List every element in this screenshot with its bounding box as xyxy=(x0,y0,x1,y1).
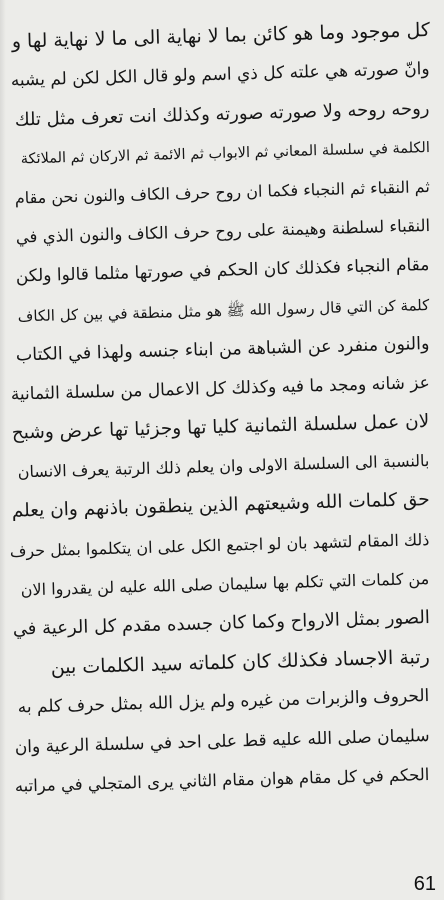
manuscript-line xyxy=(8,82,436,131)
page-edge-shadow xyxy=(0,0,6,900)
manuscript-line xyxy=(8,161,436,208)
manuscript-line xyxy=(8,513,436,561)
manuscript-line xyxy=(8,200,436,247)
line-text: كلمة كن التي قال رسول الله ﷺ هو مثل منطقة في بين كل الكاف xyxy=(17,295,430,325)
manuscript-line xyxy=(8,709,436,758)
line-text: لان عمل سلسلة الثمانية كليا تها وجزئيا تها عرض وشبح xyxy=(11,411,430,444)
manuscript-line xyxy=(8,239,436,287)
manuscript-line xyxy=(8,357,436,405)
manuscript-line xyxy=(8,435,436,482)
line-text: عز شانه ومجد ما فيه وكذلك كل الاعمال من سلسلة الثمانية xyxy=(10,372,430,405)
manuscript-line xyxy=(8,318,436,366)
line-text: الحروف والزبرات من غيره ولم يزل الله بمثل حرف كلم به xyxy=(17,686,430,718)
line-text: ذلك المقام لتشهد بان لو اجتمع الكل على ان يتكلموا بمثل حرف xyxy=(9,529,430,561)
line-text: الكلمة في سلسلة المعاني ثم الابواب ثم الائمة ثم الاركان ثم الملائكة xyxy=(20,139,430,168)
manuscript-line xyxy=(8,396,436,444)
manuscript-line xyxy=(8,631,436,679)
line-text: روحه روحه ولا صورته صورته وكذلك انت تعرف مثل تلك xyxy=(14,97,430,131)
line-text: النقباء لسلطنة وهيمنة على روح حرف الكاف والنون الذي في xyxy=(15,216,430,247)
line-text: حق كلمات الله وشيعتهم الذين ينطقون باذنهم وان يعلم xyxy=(11,489,430,523)
line-text: بالنسبة الى السلسلة الاولى وان يعلم ذلك الرتبة يعرف الانسان xyxy=(17,451,430,482)
manuscript-line xyxy=(8,474,436,523)
manuscript-line xyxy=(8,592,436,640)
line-text: سليمان صلى الله عليه قط على احد في سلسلة الرعية وان xyxy=(14,725,430,758)
manuscript-line xyxy=(8,553,436,600)
manuscript-line xyxy=(8,4,436,53)
line-text: كل موجود وما هو كائن بما لا نهاية الى ما لا نهاية لها و xyxy=(11,19,430,53)
line-text: والنون منفرد عن الشباهة من ابناء جنسه ولهذا في الكتاب xyxy=(15,333,430,366)
line-text: رتبة الاجساد فكذلك كان كلماته سيد الكلمات بين xyxy=(50,646,430,679)
manuscript-line xyxy=(8,749,436,796)
manuscript-line xyxy=(8,278,436,325)
manuscript-line xyxy=(8,670,436,718)
line-text: الصور بمثل الارواح وكما كان جسده مقدم كل الرعية في xyxy=(12,607,430,640)
page-number: 61 xyxy=(413,873,436,895)
line-text: ثم النقباء ثم النجباء فكما ان روح حرف الكاف والنون نحن مقام xyxy=(14,176,430,208)
line-text: مقام النجباء فكذلك كان الحكم في صورتها مثلما قالوا ولكن xyxy=(15,255,430,287)
manuscript-text-block xyxy=(8,4,436,866)
line-text: وانّ صورته هي علته كل ذي اسم ولو قال الكل لكن لم يشبه xyxy=(10,59,430,92)
manuscript-line xyxy=(8,43,436,92)
line-text: الحكم في كل مقام هوان مقام الثاني يرى المتجلي في مراتبه xyxy=(14,764,430,796)
manuscript-line xyxy=(8,122,436,168)
line-text: من كلمات التي تكلم بها سليمان صلى الله عليه لن يقدروا الان xyxy=(21,568,430,600)
